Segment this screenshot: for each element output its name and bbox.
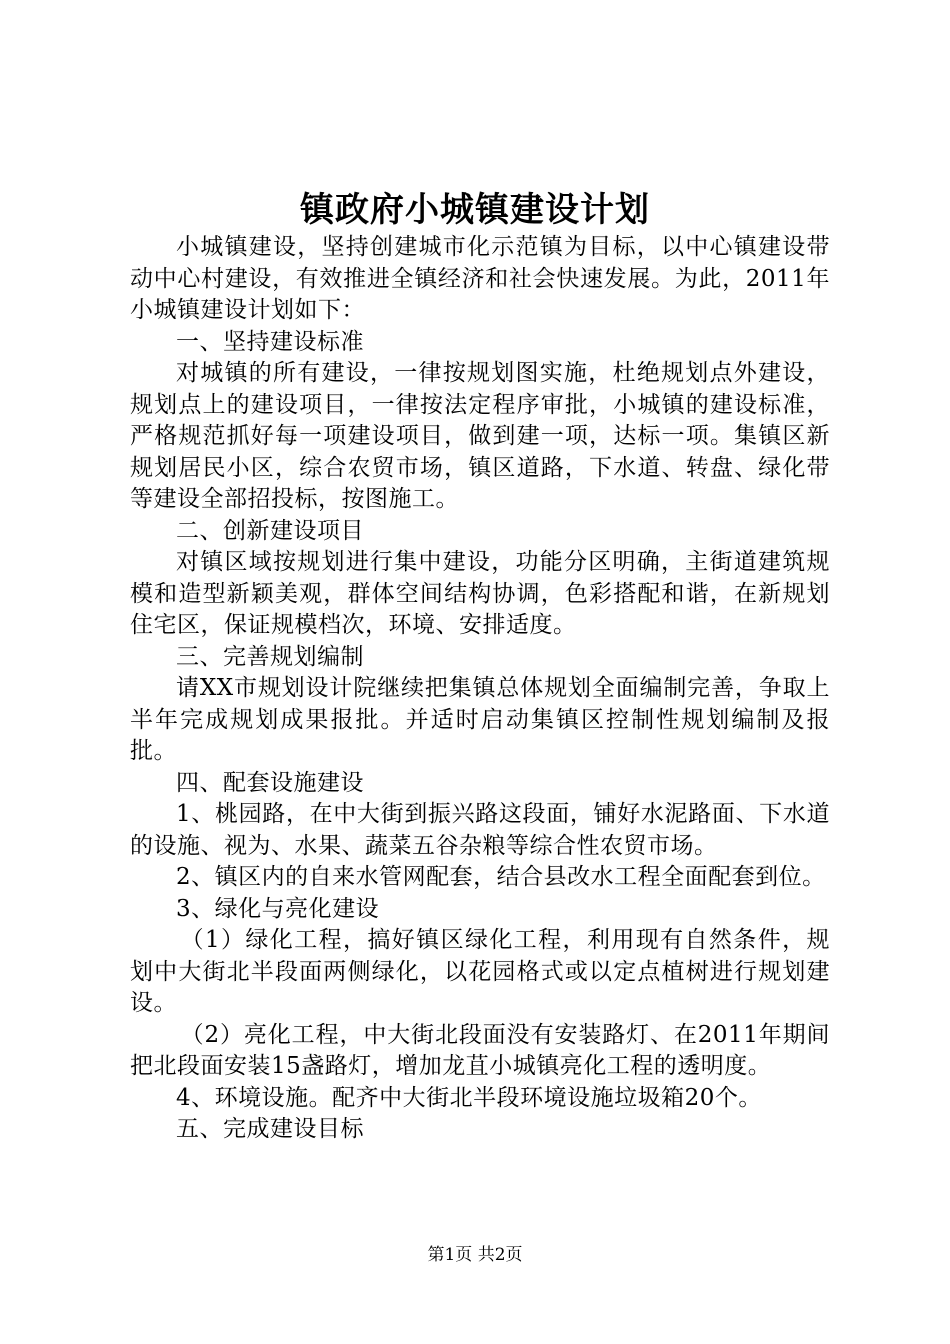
section-heading-4: 四、配套设施建设 bbox=[176, 769, 364, 796]
document-body bbox=[130, 232, 830, 1146]
paragraph-intro: 小城镇建设，坚持创建城市化示范镇为目标，以中心镇建设带动中心村建设，有效推进全镇经济和社会快速发展。为此，2011年小城镇建设计划如下： bbox=[130, 234, 830, 323]
sub-item-greening: （1）绿化工程，搞好镇区绿化工程，利用现有自然条件，规划中大街北半段面两侧绿化，以花园格式或以定点植树进行规划建设。 bbox=[130, 927, 830, 1016]
section-heading-3: 三、完善规划编制 bbox=[176, 643, 364, 670]
section-heading-5: 五、完成建设目标 bbox=[176, 1116, 364, 1142]
list-item-4: 4、环境设施。配齐中大街北半段环境设施垃圾箱20个。 bbox=[176, 1084, 762, 1111]
section-heading-1: 一、坚持建设标准 bbox=[176, 328, 364, 355]
page-title: 镇政府小城镇建设计划 bbox=[300, 190, 650, 230]
list-item-1: 1、桃园路，在中大街到振兴路这段面，铺好水泥路面、下水道的设施、视为、水果、蔬菜五谷杂粮等综合性农贸市场。 bbox=[130, 801, 830, 859]
list-item-3: 3、绿化与亮化建设 bbox=[176, 895, 380, 922]
paragraph-section-2: 对镇区域按规划进行集中建设，功能分区明确，主街道建筑规模和造型新颖美观，群体空间结构协调，色彩搭配和谐，在新规划住宅区，保证规模档次，环境、安排适度。 bbox=[130, 549, 830, 638]
list-item-2: 2、镇区内的自来水管网配套，结合县改水工程全面配套到位。 bbox=[176, 864, 826, 890]
sub-item-lighting: （2）亮化工程，中大街北段面没有安装路灯、在2011年期间把北段面安装15盏路灯，增加龙苴小城镇亮化工程的透明度。 bbox=[130, 1021, 830, 1079]
page-footer: 第1页 共2页 bbox=[427, 1245, 523, 1265]
paragraph-section-1: 对城镇的所有建设，一律按规划图实施，杜绝规划点外建设，规划点上的建设项目，一律按法定程序审批，小城镇的建设标准，严格规范抓好每一项建设项目，做到建一项，达标一项。集镇区新规划居民小区，综合农贸市场，镇区道路，下水道、转盘、绿化带等建设全部招投标，按图施工。 bbox=[130, 360, 830, 512]
section-heading-2: 二、创新建设项目 bbox=[176, 517, 364, 544]
paragraph-section-3: 请XX市规划设计院继续把集镇总体规划全面编制完善，争取上半年完成规划成果报批。并适时启动集镇区控制性规划编制及报批。 bbox=[130, 675, 830, 764]
